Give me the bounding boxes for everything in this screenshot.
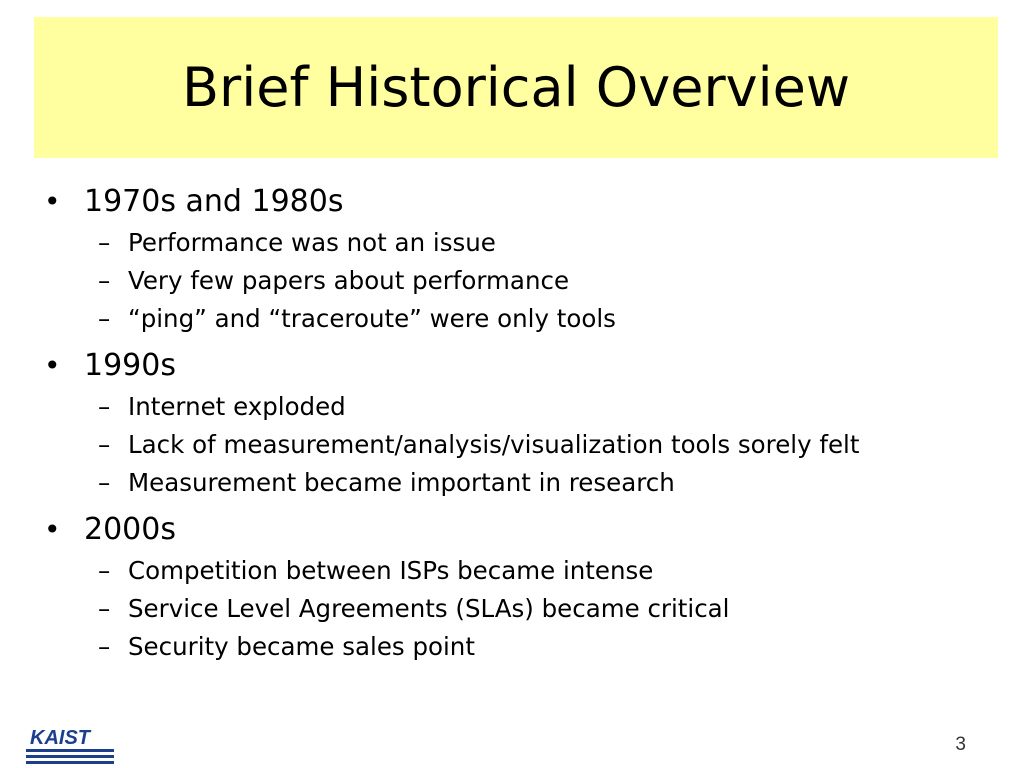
sub-item — [98, 388, 1004, 426]
section-1970s-1980s — [44, 180, 1004, 338]
kaist-logo — [22, 722, 118, 768]
logo-underline-2 — [26, 755, 114, 758]
dash-icon: – — [98, 632, 111, 661]
sub-item-text: Service Level Agreements (SLAs) became critical — [128, 594, 730, 623]
page-number: 3 — [955, 734, 966, 755]
dash-icon: – — [98, 594, 111, 623]
dash-icon: – — [98, 228, 111, 257]
sub-item — [98, 300, 1004, 338]
dash-icon: – — [98, 304, 111, 333]
bullet-item — [44, 180, 1004, 224]
slide-title: Brief Historical Overview — [182, 56, 850, 119]
bullet-icon: • — [44, 185, 61, 218]
sub-list — [44, 552, 1004, 666]
bullet-icon: • — [44, 349, 61, 382]
sub-list — [44, 388, 1004, 502]
bullet-item — [44, 508, 1004, 552]
bullet-item — [44, 344, 1004, 388]
dash-icon: – — [98, 266, 111, 295]
dash-icon: – — [98, 392, 111, 421]
sub-item-text: “ping” and “traceroute” were only tools — [128, 304, 616, 333]
sub-item — [98, 628, 1004, 666]
sub-item — [98, 426, 1004, 464]
logo-underline-1 — [26, 749, 114, 752]
sub-item-text: Very few papers about performance — [128, 266, 570, 295]
sub-item — [98, 262, 1004, 300]
dash-icon: – — [98, 468, 111, 497]
sub-item-text: Competition between ISPs became intense — [128, 556, 654, 585]
dash-icon: – — [98, 430, 111, 459]
section-2000s — [44, 508, 1004, 666]
section-heading: 2000s — [84, 512, 176, 547]
bullet-icon: • — [44, 513, 61, 546]
sub-item-text: Security became sales point — [128, 632, 475, 661]
sub-item — [98, 552, 1004, 590]
sub-item-text: Measurement became important in research — [128, 468, 675, 497]
logo-text: KAIST — [30, 727, 90, 749]
section-heading: 1990s — [84, 348, 176, 383]
logo-underline-3 — [26, 761, 114, 764]
section-heading: 1970s and 1980s — [84, 184, 344, 219]
sub-item — [98, 464, 1004, 502]
sub-item-text: Performance was not an issue — [128, 228, 496, 257]
bullet-list — [44, 180, 1004, 666]
dash-icon: – — [98, 556, 111, 585]
sub-item — [98, 590, 1004, 628]
sub-list — [44, 224, 1004, 338]
sub-item-text: Lack of measurement/analysis/visualization tools sorely felt — [128, 430, 860, 459]
sub-item-text: Internet exploded — [128, 392, 346, 421]
title-banner — [34, 17, 998, 158]
section-1990s — [44, 344, 1004, 502]
sub-item — [98, 224, 1004, 262]
